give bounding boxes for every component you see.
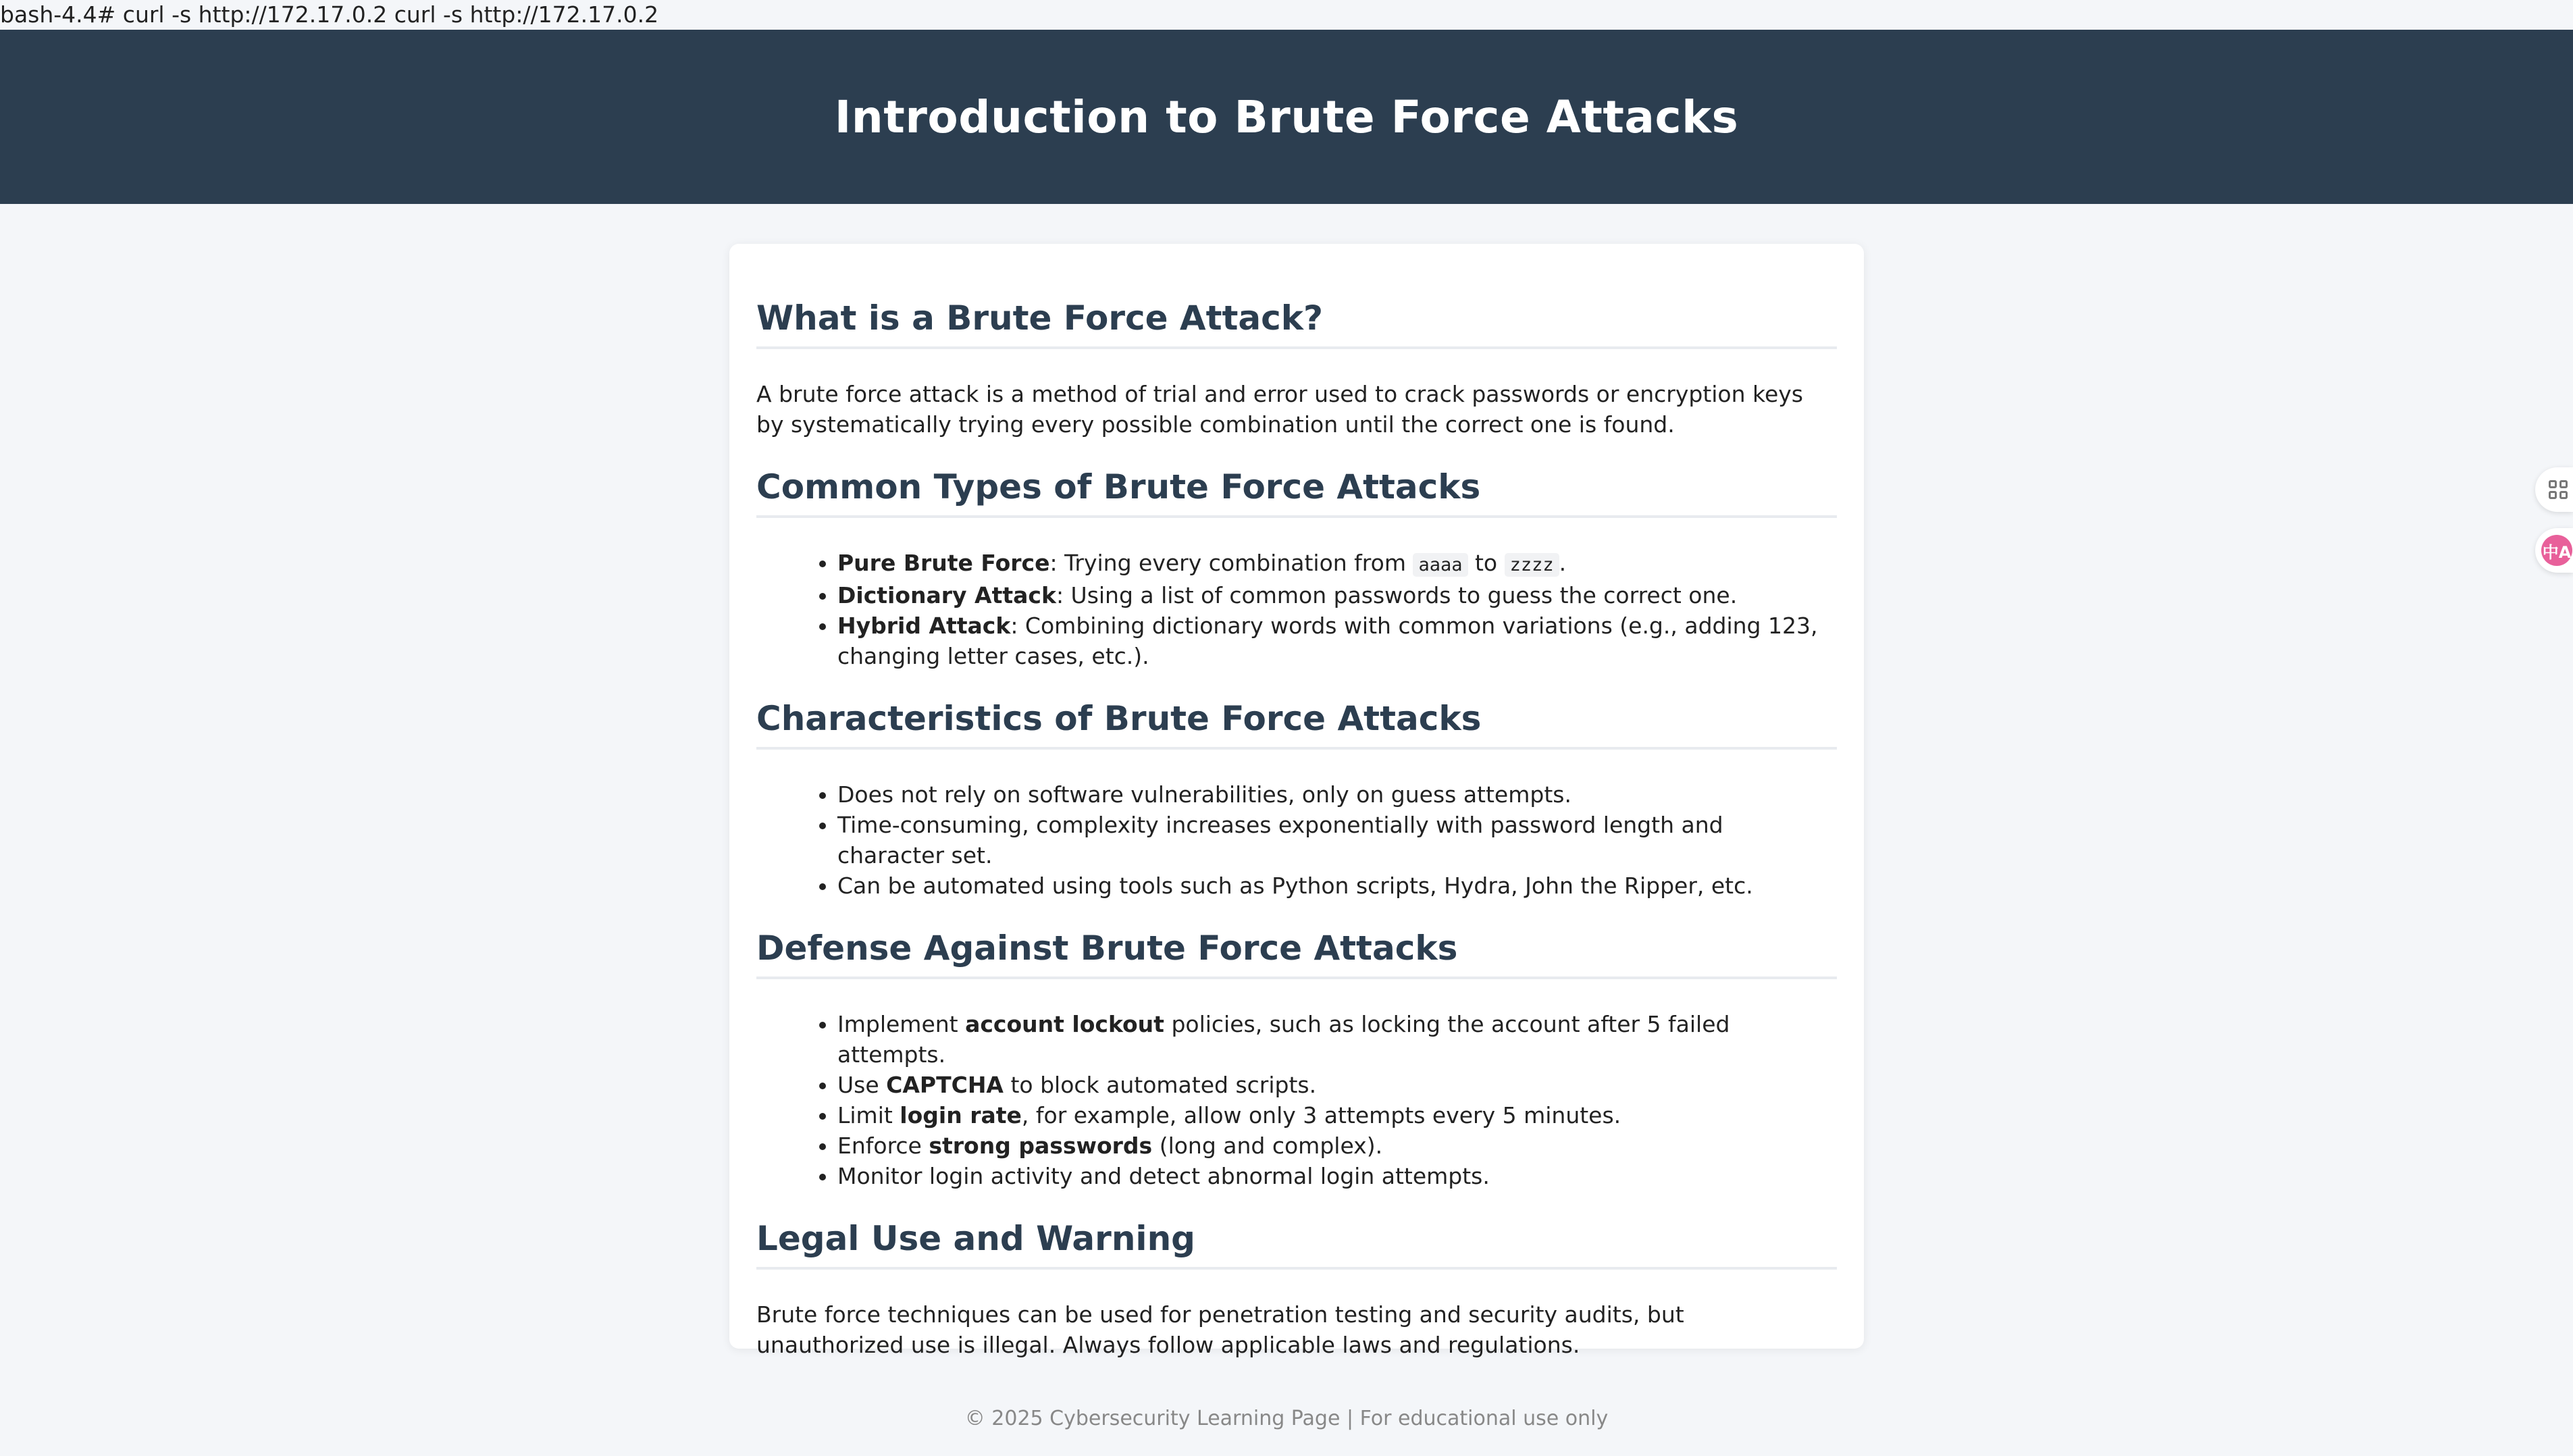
page-title: Introduction to Brute Force Attacks — [834, 90, 1739, 143]
item-text: . — [1559, 550, 1567, 576]
section-paragraph: Brute force techniques can be used for penetration testing and security audits, but unauthorized use is illegal. Always follow applicable laws and regulations. — [756, 1301, 1684, 1358]
term-bold: CAPTCHA — [886, 1072, 1004, 1098]
item-text: , for example, allow only 3 attempts every 5 minutes. — [1021, 1102, 1621, 1128]
item-text: Use — [837, 1072, 887, 1098]
section-heading: Defense Against Brute Force Attacks — [756, 928, 1837, 979]
section-common-types — [756, 467, 1837, 671]
side-tool-translate-button[interactable] — [2535, 528, 2573, 573]
section-paragraph: A brute force attack is a method of trial and error used to crack passwords or encryption keys by systematically trying every possible combination until the correct one is found. — [756, 381, 1803, 438]
item-text: to — [1467, 550, 1505, 576]
list-item: • Does not rely on software vulnerabilities, only on guess attempts. — [837, 779, 1837, 810]
list-item — [837, 1070, 1837, 1100]
list-item — [837, 610, 1837, 671]
list-item — [837, 1100, 1837, 1130]
side-tool-apps-button[interactable] — [2535, 467, 2573, 512]
defense-list — [756, 1009, 1837, 1191]
item-text: policies, such as locking the account after 5 failed attempts. — [837, 1011, 1730, 1068]
section-heading: Characteristics of Brute Force Attacks — [756, 698, 1837, 750]
list-item — [837, 580, 1837, 610]
item-text: Limit — [837, 1102, 900, 1128]
list-item — [837, 548, 1837, 580]
term-bold: Dictionary Attack — [837, 582, 1056, 608]
item-text: Implement — [837, 1011, 966, 1037]
characteristics-list — [756, 779, 1837, 901]
list-item — [837, 1161, 1837, 1191]
section-heading: Common Types of Brute Force Attacks — [756, 467, 1837, 518]
term-bold: account lockout — [965, 1011, 1164, 1037]
item-text: : Combining dictionary words with common variations (e.g., adding 123, changing letter cases, etc.). — [837, 613, 1818, 669]
item-text: Enforce — [837, 1133, 929, 1159]
section-heading: What is a Brute Force Attack? — [756, 298, 1837, 349]
item-text: to block automated scripts. — [1003, 1072, 1317, 1098]
section-defense — [756, 928, 1837, 1191]
page-header — [0, 30, 2573, 204]
list-item — [837, 1130, 1837, 1161]
grid-apps-icon — [2549, 480, 2568, 499]
list-item: • Can be automated using tools such as Python scripts, Hydra, John the Ripper, etc. — [837, 870, 1837, 901]
term-bold: Pure Brute Force — [837, 550, 1050, 576]
term-bold: Hybrid Attack — [837, 613, 1011, 639]
translate-icon: 中A — [2541, 535, 2572, 566]
list-item: • Time-consuming, complexity increases exponentially with password length and character set. — [837, 810, 1837, 870]
list-item — [837, 1009, 1837, 1070]
page-footer: © 2025 Cybersecurity Learning Page | For educational use only — [964, 1407, 1609, 1430]
section-characteristics — [756, 698, 1837, 901]
inline-code: aaaa — [1413, 553, 1467, 577]
content-card — [729, 244, 1864, 1358]
item-text: : Trying every combination from — [1049, 550, 1413, 576]
item-text: (long and complex). — [1152, 1133, 1383, 1159]
section-heading: Legal Use and Warning — [756, 1218, 1837, 1270]
section-what-is — [756, 298, 1837, 440]
terminal-command-line: bash-4.4# curl -s http://172.17.0.2 curl -s http://172.17.0.2 — [0, 1, 659, 28]
term-bold: strong passwords — [929, 1133, 1153, 1159]
item-text: : Using a list of common passwords to guess the correct one. — [1056, 582, 1738, 608]
item-text: Monitor login activity and detect abnormal login attempts. — [837, 1163, 1490, 1189]
inline-code: zzzz — [1505, 553, 1559, 577]
section-legal — [756, 1218, 1837, 1360]
types-list — [756, 548, 1837, 671]
term-bold: login rate — [900, 1102, 1022, 1128]
